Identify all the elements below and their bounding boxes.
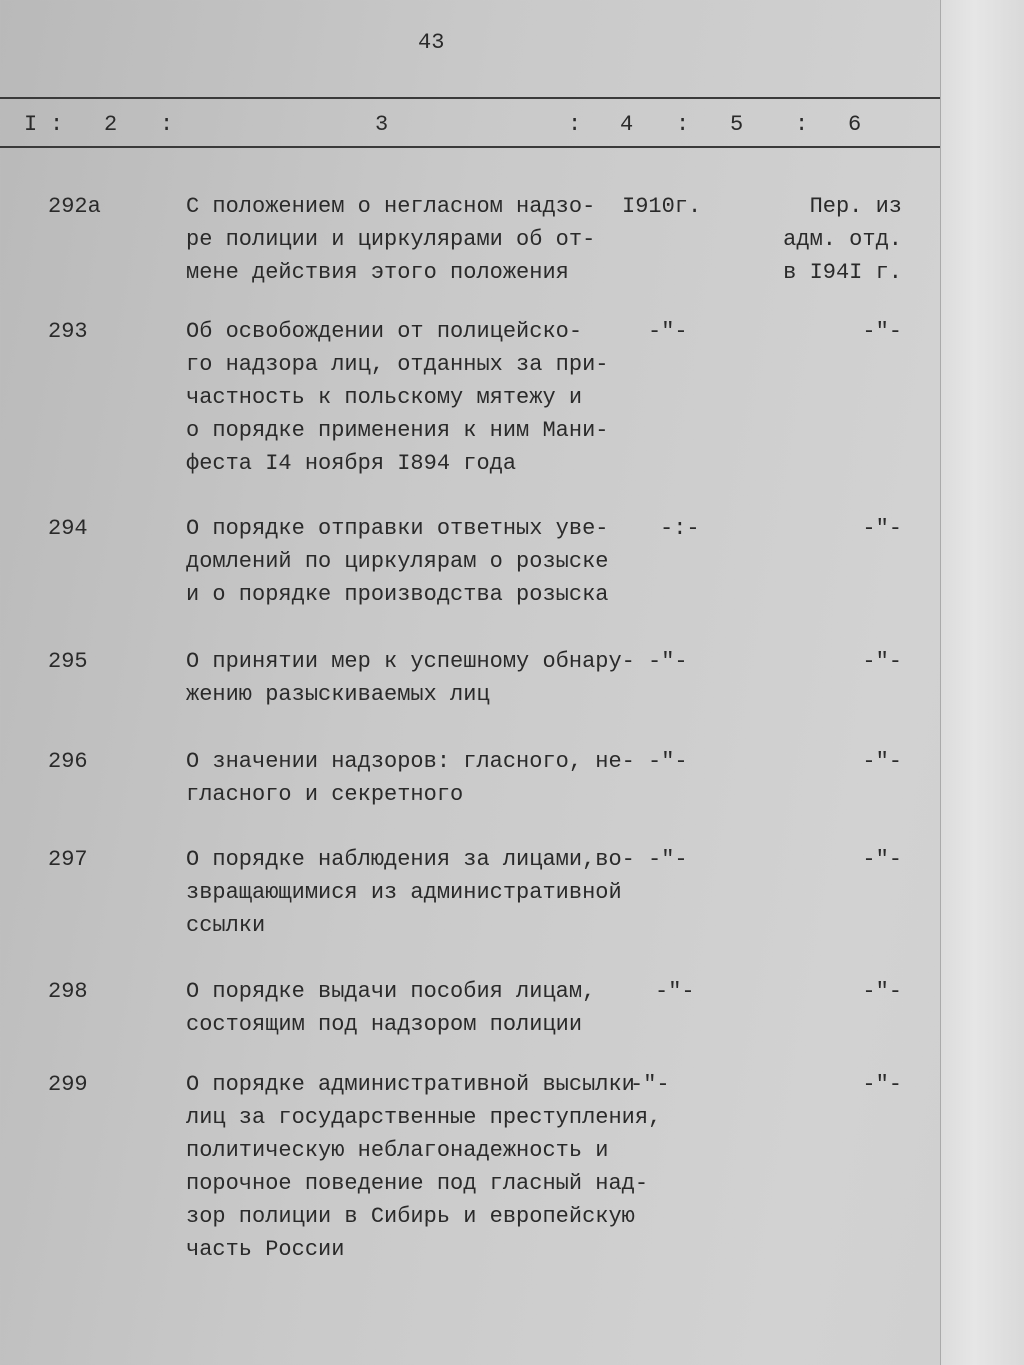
col-1-header: I [24, 112, 38, 137]
entry-title-line: О значении надзоров: гласного, не- [186, 749, 635, 774]
entry-title [186, 975, 595, 1041]
entry-note [862, 745, 902, 778]
entry-title [186, 315, 608, 480]
entry-title-line: домлений по циркулярам о розыске [186, 549, 609, 574]
entry-number: 294 [48, 516, 88, 541]
entry-date: -"- [648, 649, 688, 674]
entry-title-line: политическую неблагонадежность и [186, 1138, 609, 1163]
entry-title [186, 190, 595, 289]
col-3-header: 3 [375, 112, 389, 137]
header-rule-bottom [0, 146, 940, 148]
entry-date: -:- [660, 516, 700, 541]
entry-date: I910г. [622, 194, 702, 219]
header-rule-top [0, 97, 940, 99]
entry-title-line: С положением о негласном надзо- [186, 194, 596, 219]
entry-note-line: -"- [862, 516, 902, 541]
entry-date: -"- [648, 847, 688, 872]
col-sep: : [795, 112, 809, 137]
entry-date: -"- [655, 979, 695, 1004]
entry-note-line: в I94I г. [783, 260, 902, 285]
entry-note [862, 512, 902, 545]
entry-title-line: ссылки [186, 913, 266, 938]
entry-number: 297 [48, 847, 88, 872]
col-6-header: 6 [848, 112, 862, 137]
entry-title-line: состоящим под надзором полиции [186, 1012, 583, 1037]
entry-note [862, 975, 902, 1008]
entry-title-line: Об освобождении от полицейско- [186, 319, 583, 344]
entry-number: 295 [48, 649, 88, 674]
entry-title-line: часть России [186, 1237, 345, 1262]
entry-title-line: О порядке наблюдения за лицами,во- [186, 847, 635, 872]
page-number: 43 [418, 30, 445, 55]
entry-title [186, 512, 608, 611]
entry-title-line: жению разыскиваемых лиц [186, 682, 490, 707]
entry-date: -"- [648, 319, 688, 344]
entry-title-line: О порядке отправки ответных уве- [186, 516, 609, 541]
entry-note [862, 1068, 902, 1101]
entry-note-line: Пер. из [809, 194, 902, 219]
entry-title [186, 645, 635, 711]
entry-note [862, 645, 902, 678]
entry-title-line: зор полиции в Сибирь и европейскую [186, 1204, 635, 1229]
col-5-header: 5 [730, 112, 744, 137]
entry-title-line: го надзора лиц, отданных за при- [186, 352, 609, 377]
entry-note-line: -"- [862, 979, 902, 1004]
entry-note [783, 190, 902, 289]
entry-title-line: лиц за государственные преступления, [186, 1105, 662, 1130]
entry-number: 296 [48, 749, 88, 774]
entry-note [862, 315, 902, 348]
entry-note-line: -"- [862, 649, 902, 674]
col-sep: : [568, 112, 582, 137]
page-edge [940, 0, 1024, 1365]
entry-number: 293 [48, 319, 88, 344]
entry-title-line: звращающимися из административной [186, 880, 622, 905]
entry-title-line: О порядке административной высылки [186, 1072, 635, 1097]
entry-title-line: и о порядке производства розыска [186, 582, 609, 607]
entry-title-line: О порядке выдачи пособия лицам, [186, 979, 596, 1004]
entry-title-line: о порядке применения к ним Мани- [186, 418, 609, 443]
entry-number: 292а [48, 194, 101, 219]
entry-title-line: О принятии мер к успешному обнару- [186, 649, 635, 674]
entry-title-line: мене действия этого положения [186, 260, 569, 285]
entry-title [186, 843, 635, 942]
entry-title-line: частность к польскому мятежу и [186, 385, 583, 410]
col-sep: : [50, 112, 64, 137]
entry-note-line: -"- [862, 1072, 902, 1097]
entry-note-line: -"- [862, 319, 902, 344]
entry-title-line: ре полиции и циркулярами об от- [186, 227, 596, 252]
entry-number: 299 [48, 1072, 88, 1097]
entry-title-line: гласного и секретного [186, 782, 464, 807]
col-sep: : [160, 112, 174, 137]
entry-note [862, 843, 902, 876]
entry-title-line: феста I4 ноября I894 года [186, 451, 517, 476]
col-4-header: 4 [620, 112, 634, 137]
entry-note-line: -"- [862, 847, 902, 872]
entry-date: -"- [630, 1072, 670, 1097]
entry-title [186, 745, 635, 811]
entry-date: -"- [648, 749, 688, 774]
col-2-header: 2 [104, 112, 118, 137]
entry-note-line: -"- [862, 749, 902, 774]
entry-note-line: адм. отд. [783, 227, 902, 252]
entry-title-line: порочное поведение под гласный над- [186, 1171, 649, 1196]
col-sep: : [676, 112, 690, 137]
entry-number: 298 [48, 979, 88, 1004]
entry-title [186, 1068, 661, 1266]
